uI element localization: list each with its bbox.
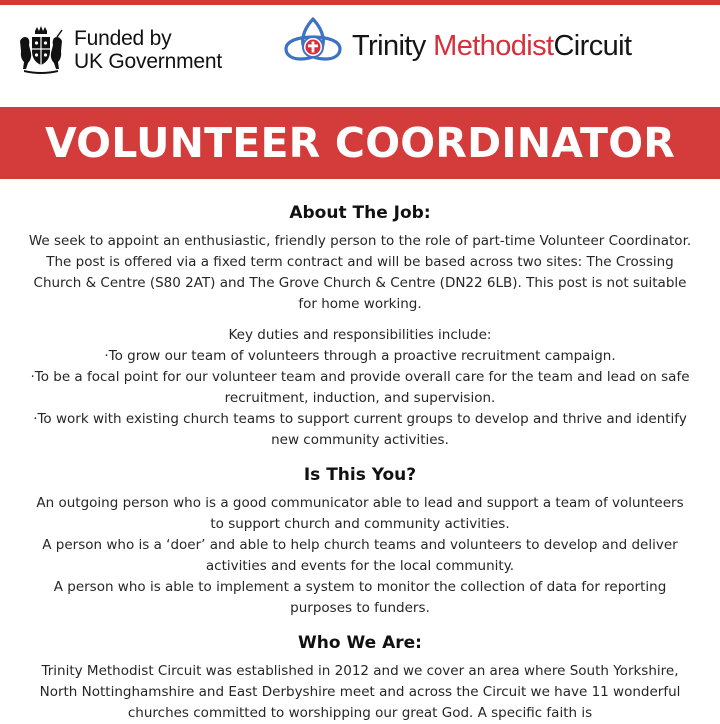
duties-intro: Key duties and responsibilities include: xyxy=(228,327,492,343)
who-we-are-section xyxy=(28,633,692,724)
header xyxy=(0,5,720,105)
page-title: VOLUNTEER COORDINATOR xyxy=(44,119,676,167)
royal-coat-of-arms-icon xyxy=(16,25,66,75)
duty-item: ·To work with existing church teams to support current groups to develop and thrive and identify new community activities. xyxy=(33,411,687,448)
org-name xyxy=(352,30,631,63)
title-banner xyxy=(0,107,720,179)
duty-item: ·To be a focal point for our volunteer team and provide overall care for the team and lead on safe recruitment, induction, and supervision. xyxy=(30,369,690,406)
is-this-you-section xyxy=(28,465,692,619)
who-we-are-heading: Who We Are: xyxy=(298,633,422,653)
org-name-part1: Trinity xyxy=(352,29,426,62)
gov-logo-line2: UK Government xyxy=(74,50,222,73)
is-this-you-heading: Is This You? xyxy=(303,465,417,485)
gov-logo-line1: Funded by xyxy=(74,27,172,50)
uk-government-logo xyxy=(16,25,222,75)
candidate-trait: An outgoing person who is a good communicator able to lead and support a team of volunteers to support church and community activities. xyxy=(36,495,684,532)
who-we-are-text: Trinity Methodist Circuit was established in 2012 and we cover an area where South Yorkshire, North Nottinghamshire and East Derbyshire meet and across the Circuit we have 11 wonderful churches committed to worshipping our great God. A specific faith is xyxy=(39,663,681,721)
org-name-part2: Methodist xyxy=(433,29,554,62)
funded-by-text xyxy=(74,27,222,73)
trinity-knot-cross-icon xyxy=(280,13,346,79)
candidate-trait: A person who is a ‘doer’ and able to help church teams and volunteers to develop and deliver activities and events for the local community. xyxy=(42,537,678,574)
about-section xyxy=(28,203,692,451)
duty-item: ·To grow our team of volunteers through a proactive recruitment campaign. xyxy=(104,348,616,364)
about-intro: We seek to appoint an enthusiastic, friendly person to the role of part-time Volunteer Coordinator. The post is offered via a fixed term contract and will be based across two sites: The Crossing Church & Centre (S80 2AT) and The Grove Church & Centre (DN22 6LB). This post is not suitable for home working. xyxy=(28,233,692,312)
org-name-part3: Circuit xyxy=(553,29,632,62)
trinity-methodist-circuit-logo xyxy=(280,13,631,79)
job-description xyxy=(28,203,692,724)
candidate-trait: A person who is able to implement a system to monitor the collection of data for reporting purposes to funders. xyxy=(53,579,667,616)
about-heading: About The Job: xyxy=(289,203,431,223)
